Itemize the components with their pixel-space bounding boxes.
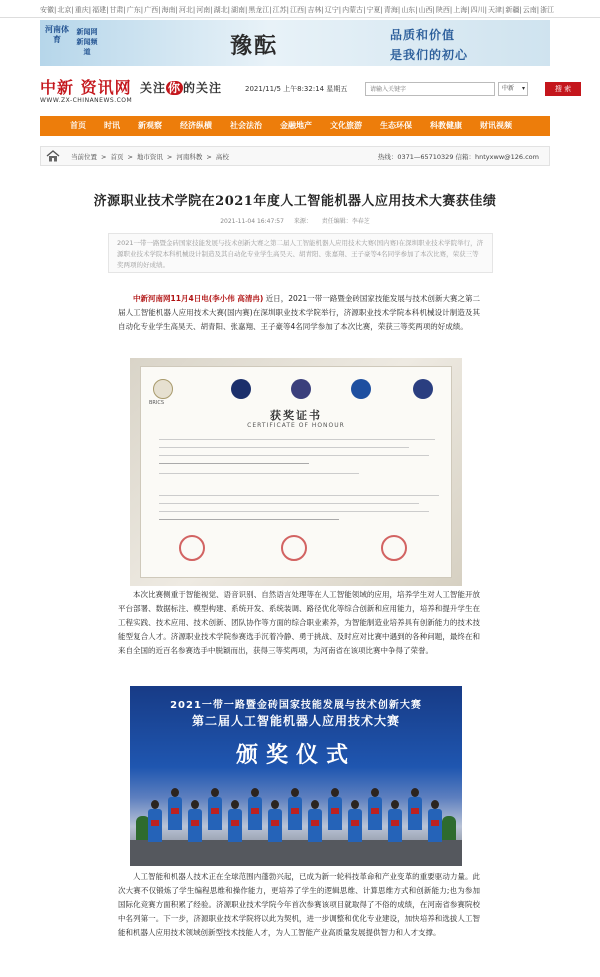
region-link[interactable]: 内蒙古| xyxy=(342,6,366,14)
breadcrumb-link[interactable]: 河南科教 xyxy=(176,153,203,161)
emblem-icon xyxy=(351,379,371,399)
header-slogan xyxy=(140,79,222,96)
person-figure xyxy=(428,800,442,842)
certificate-text-line xyxy=(159,463,309,464)
person-figure xyxy=(308,800,322,842)
certificate-card-icon xyxy=(331,808,339,814)
person-figure xyxy=(268,800,282,842)
certificate-text-line xyxy=(159,503,419,504)
region-link[interactable]: 江苏| xyxy=(272,6,290,14)
person-figure xyxy=(228,800,242,842)
person-head xyxy=(351,800,359,809)
person-head xyxy=(331,788,339,797)
paragraph-1-text: 近日，2021一带一路暨金砖国家技能发展与技术创新大赛之第二届人工智能机器人应用技术大赛(国内赛)在深圳职业技术学院举行，济源职业技术学院本科机械设计制造及其自动化专业学生高昊天、胡青阳、张嘉翔、王子豪等4名同学参加了本次比赛，荣获三等奖两项的好成绩。 xyxy=(118,294,480,331)
certificate-brand: BRICS xyxy=(149,400,165,406)
person-figure xyxy=(208,788,222,830)
emblem-icon xyxy=(413,379,433,399)
certificate-text-line xyxy=(159,455,429,456)
certificate-card-icon xyxy=(251,808,259,814)
breadcrumb-bar xyxy=(40,146,550,166)
article-summary: 2021一带一路暨金砖国家技能发展与技术创新大赛之第二届人工智能机器人应用技术大赛(国内赛)在深圳职业技术学院举行，济源职业技术学院本科机械设计制造及其自动化专业学生高昊天、胡青阳、张嘉翔、王子豪等4名同学参加了本次比赛，荣获三等奖两项的好成绩。 xyxy=(108,233,493,273)
region-link[interactable]: 上海| xyxy=(453,6,470,14)
region-link[interactable]: 北京| xyxy=(57,6,74,14)
breadcrumb-link[interactable]: 首页 xyxy=(110,153,124,161)
region-link[interactable]: 吉林| xyxy=(307,6,324,14)
person-head xyxy=(171,788,179,797)
nav-item[interactable]: 文化旅游 xyxy=(330,121,362,130)
region-link[interactable]: 广东| xyxy=(126,6,144,14)
article-meta xyxy=(40,216,550,225)
region-link[interactable]: 江西| xyxy=(290,6,307,14)
person-figure xyxy=(388,800,402,842)
banner-left-col2: 新闻网 新闻频道 xyxy=(76,28,98,56)
certificate-title: 获奖证书 xyxy=(270,409,322,422)
region-link[interactable]: 四川| xyxy=(470,6,487,14)
person-figure xyxy=(348,800,362,842)
region-link[interactable]: 甘肃| xyxy=(109,6,126,14)
search-button[interactable]: 搜 索 xyxy=(545,82,581,96)
emblem-icon xyxy=(231,379,251,399)
region-link[interactable]: 云南| xyxy=(522,6,540,14)
certificate-text-line xyxy=(159,511,429,512)
breadcrumb-separator: > xyxy=(166,153,173,161)
chevron-down-icon: ▾ xyxy=(521,85,525,92)
nav-item[interactable]: 生态环保 xyxy=(380,121,412,130)
region-bar xyxy=(0,0,600,18)
person-head xyxy=(411,788,419,797)
person-figure xyxy=(248,788,262,830)
search-scope-value: 中新 xyxy=(502,85,515,92)
ceremony-banner-line-1: 2021一带一路暨金砖国家技能发展与技术创新大赛 xyxy=(170,700,422,711)
certificate-card-icon xyxy=(371,808,379,814)
article-source: 来源： xyxy=(293,218,312,225)
banner-left-col1: 河南体育 xyxy=(45,25,69,44)
stage-floor xyxy=(130,840,462,866)
certificate-card-icon xyxy=(171,808,179,814)
emblem-icon xyxy=(291,379,311,399)
certificate-text-line xyxy=(159,495,439,496)
region-link[interactable]: 山东| xyxy=(401,6,418,14)
region-link[interactable]: 辽宁| xyxy=(324,6,342,14)
red-seal-icon xyxy=(281,535,307,561)
article-paragraph-1 xyxy=(118,292,480,334)
home-icon[interactable] xyxy=(46,150,60,162)
nav-item[interactable]: 科教健康 xyxy=(430,121,462,130)
region-link[interactable]: 青海| xyxy=(383,6,401,14)
person-head xyxy=(251,788,259,797)
person-head xyxy=(391,800,399,809)
region-link[interactable]: 宁夏| xyxy=(366,6,383,14)
ceremony-banner-line-3: 颁奖仪式 xyxy=(235,742,356,768)
certificate-card-icon xyxy=(211,808,219,814)
person-head xyxy=(151,800,159,809)
certificate-card-icon xyxy=(291,808,299,814)
nav-item[interactable]: 时讯 xyxy=(104,121,120,130)
certificate-card-icon xyxy=(431,820,439,826)
region-link[interactable]: 陕西| xyxy=(435,6,453,14)
person-head xyxy=(311,800,319,809)
brics-logo-icon xyxy=(153,379,173,399)
region-link[interactable]: 天津| xyxy=(487,6,505,14)
certificate-subtitle: CERTIFICATE OF HONOUR xyxy=(247,422,345,429)
person-figure xyxy=(188,800,202,842)
region-link[interactable]: 广西| xyxy=(144,6,161,14)
certificate-text-line xyxy=(159,447,409,448)
person-figure xyxy=(168,788,182,830)
banner-title: 豫酝 xyxy=(230,33,279,59)
certificate-card-icon xyxy=(311,820,319,826)
region-link[interactable]: 河北| xyxy=(178,6,196,14)
red-seal-icon xyxy=(179,535,205,561)
region-link[interactable]: 新疆| xyxy=(505,6,522,14)
region-link[interactable]: 重庆| xyxy=(74,6,92,14)
article-editor: 责任编辑：李春芝 xyxy=(321,218,370,225)
person-figure xyxy=(148,800,162,842)
article-title: 济源职业技术学院在2021年度人工智能机器人应用技术大赛获佳绩 xyxy=(93,194,497,209)
person-figure xyxy=(328,788,342,830)
search-scope-select[interactable] xyxy=(498,82,528,96)
certificate-card-icon xyxy=(231,820,239,826)
banner-ad[interactable] xyxy=(40,20,550,66)
region-link[interactable]: 海南| xyxy=(161,6,178,14)
certificate-text-line xyxy=(159,519,339,520)
person-figure xyxy=(288,788,302,830)
certificate-text-line xyxy=(159,439,435,440)
article-paragraph-3: 人工智能和机器人技术正在全球范围内蓬勃兴起，已成为新一轮科技革命和产业变革的重要驱动力量。此次大赛不仅锻炼了学生编程思维和操作能力，更培养了学生的逻辑思维、计算思维方式和创新能力;也为参加国际化竞赛方面积累了经验。济源职业技术学院今年首次参赛该项目就取得了不俗的成绩，在河南省参赛院校中名列第一。下一步，济源职业技术学院将以此为契机，进一步调整和优化专业建设，加快培养和选拔人工智能和机器人应用技术领域创新型技术技能人才，为人工智能产业高质量发展提供智力和人才支撑。 xyxy=(118,872,480,937)
current-datetime: 2021/11/5 上午8:32:14 星期五 xyxy=(245,85,348,93)
breadcrumb xyxy=(71,152,233,161)
breadcrumb-link[interactable]: 地市资讯 xyxy=(136,153,163,161)
search-input[interactable] xyxy=(365,82,495,96)
region-link[interactable]: 黑龙江| xyxy=(248,6,272,14)
region-link[interactable]: 河南| xyxy=(196,6,213,14)
region-link[interactable]: 湖南| xyxy=(230,6,248,14)
region-link[interactable]: 福建| xyxy=(92,6,109,14)
banner-slogan-1: 品质和价值 xyxy=(390,28,456,42)
nav-item[interactable]: 社会法治 xyxy=(230,121,262,130)
slogan-before: 关注 xyxy=(140,81,167,95)
person-head xyxy=(371,788,379,797)
article-paragraph-2: 本次比赛侧重于智能视觉、语音识别、自然语言处理等在人工智能领域的应用，培养学生对人工智能开放平台部署、数据标注、模型构建、系统开发、系统装调、路径优化等综合创新和应用能力，培养和提升学生在工程实践、技术应用、技术创新、团队协作等方面的综合职业素养，为智能制造业培养具有创新能力的技术技能型复合人才。济源职业技术学院参赛选手沉着冷静、勇于挑战、及时应对比赛中遇到的各种问题，最终在和来自全国的近百名参赛选手中脱颖而出，获得三等奖两项，为河南省在该项比赛中争得了荣誉。 xyxy=(118,590,480,655)
certificate-photo xyxy=(130,358,462,586)
certificate-card-icon xyxy=(151,820,159,826)
banner-left-text xyxy=(44,23,106,63)
nav-item[interactable]: 经济纵横 xyxy=(180,121,212,130)
ceremony-photo xyxy=(130,686,462,866)
certificate-paper xyxy=(140,366,452,578)
nav-item[interactable]: 财讯视频 xyxy=(480,121,512,130)
certificate-card-icon xyxy=(191,820,199,826)
breadcrumb-separator: > xyxy=(127,153,133,161)
ceremony-banner-line-2: 第二届人工智能机器人应用技术大赛 xyxy=(191,714,400,728)
person-head xyxy=(211,788,219,797)
site-header xyxy=(40,73,572,109)
person-head xyxy=(271,800,279,809)
contact-info: 热线：0371—65710329 信箱：hntyxww@126.com xyxy=(377,153,539,161)
site-url: WWW.ZX-CHINANEWS.COM xyxy=(40,97,133,104)
dateline: 中新河南网11月4日电(李小伟 高清冉) xyxy=(133,294,264,303)
article-date: 2021-11-04 16:47:57 xyxy=(220,218,284,225)
person-figure xyxy=(368,788,382,830)
region-link[interactable]: 湖北| xyxy=(213,6,230,14)
red-seal-icon xyxy=(381,535,407,561)
person-head xyxy=(431,800,439,809)
banner-slogan-2: 是我们的初心 xyxy=(390,48,469,62)
region-link[interactable]: 安徽| xyxy=(40,6,57,14)
breadcrumb-link[interactable]: 高校 xyxy=(215,153,229,161)
breadcrumb-separator: > xyxy=(206,153,212,161)
nav-item[interactable]: 首页 xyxy=(70,121,86,130)
nav-item[interactable]: 金融地产 xyxy=(280,121,312,130)
person-head xyxy=(291,788,299,797)
site-logo[interactable]: 中新 资讯网 xyxy=(40,78,132,97)
slogan-highlight: 你 xyxy=(168,81,182,95)
person-head xyxy=(231,800,239,809)
certificate-card-icon xyxy=(351,820,359,826)
breadcrumb-separator: > xyxy=(101,153,107,161)
slogan-after: 的关注 xyxy=(183,81,223,95)
breadcrumb-prefix: 当前位置 xyxy=(71,153,97,161)
region-link[interactable]: 山西| xyxy=(418,6,435,14)
certificate-card-icon xyxy=(391,820,399,826)
nav-item[interactable]: 新观察 xyxy=(138,121,162,130)
certificate-card-icon xyxy=(411,808,419,814)
person-figure xyxy=(408,788,422,830)
certificate-text-line xyxy=(159,473,359,474)
region-link[interactable]: 浙江 xyxy=(540,6,555,14)
certificate-card-icon xyxy=(271,820,279,826)
person-head xyxy=(191,800,199,809)
main-nav xyxy=(40,116,550,136)
